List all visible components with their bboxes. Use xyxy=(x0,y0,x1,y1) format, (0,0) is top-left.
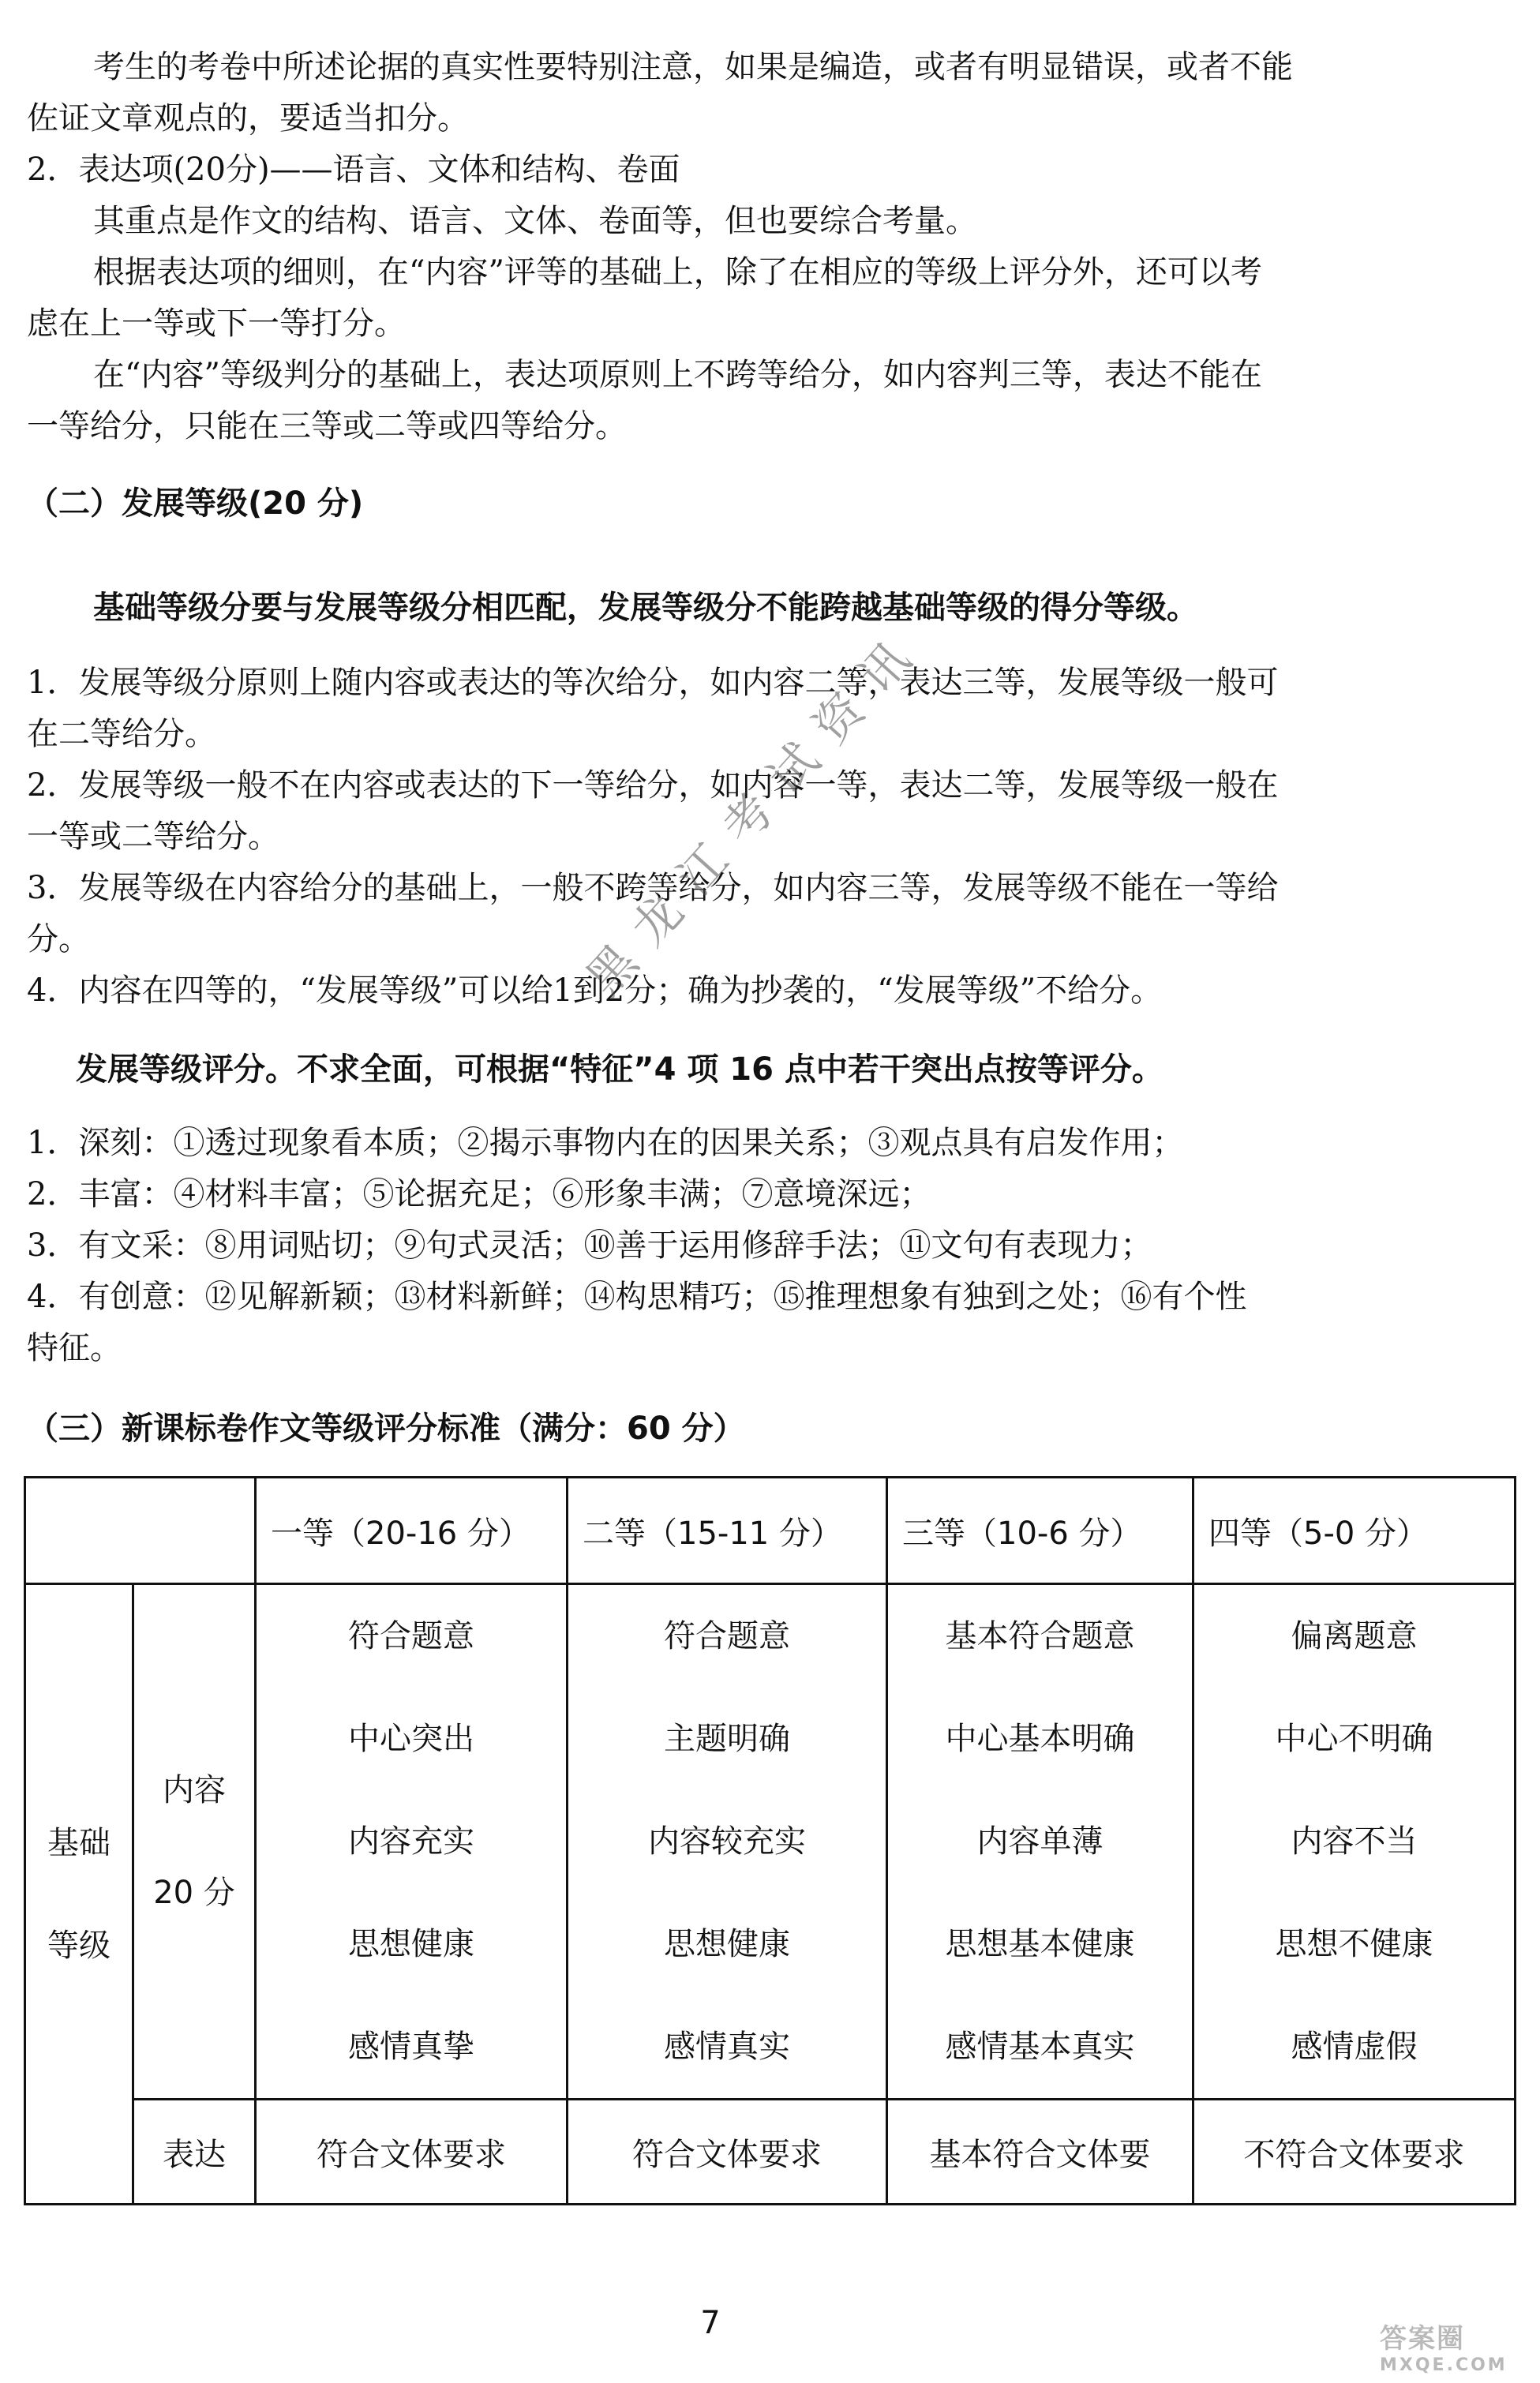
content-label xyxy=(133,1584,256,2100)
row-group-label-line: 基础 xyxy=(47,1824,111,1861)
intro-paragraph-3: 根据表达项的细则，在“内容”评等的基础上，除了在相应的等级上评分外，还可以考 xyxy=(93,254,1262,290)
intro-paragraph-4: 在“内容”等级判分的基础上，表达项原则上不跨等给分，如内容判三等，表达不能在 xyxy=(93,357,1262,393)
development-item: 在二等给分。 xyxy=(27,716,216,752)
content-label-line: 内容 xyxy=(163,1772,226,1808)
logo-text: 答案圈 xyxy=(1380,2323,1465,2355)
development-item: 3．发展等级在内容给分的基础上，一般不跨等给分，如内容三等，发展等级不能在一等给 xyxy=(27,870,1279,906)
intro-paragraph-1-cont: 佐证文章观点的，要适当扣分。 xyxy=(27,100,469,137)
development-item: 4．内容在四等的，“发展等级”可以给1到2分；确为抄袭的，“发展等级”不给分。 xyxy=(27,972,1163,1009)
table-cell: 符合题意 主题明确 内容较充实 思想健康 感情真实 xyxy=(568,1584,887,2100)
expression-label: 表达 xyxy=(133,2100,256,2205)
development-item: 一等或二等给分。 xyxy=(27,819,279,855)
table-header-cell: 一等（20-16 分） xyxy=(256,1478,568,1584)
table-header-cell: 二等（15-11 分） xyxy=(568,1478,887,1584)
intro-paragraph-1: 考生的考卷中所述论据的真实性要特别注意，如果是编造，或者有明显错误，或者不能 xyxy=(93,49,1293,85)
table-cell: 符合题意 中心突出 内容充实 思想健康 感情真挚 xyxy=(256,1584,568,2100)
intro-paragraph-3-cont: 虑在上一等或下一等打分。 xyxy=(27,305,406,342)
expression-item-title: 2．表达项(20分)——语言、文体和结构、卷面 xyxy=(27,152,680,188)
grading-table xyxy=(24,1476,1516,2205)
table-cell: 符合文体要求 xyxy=(256,2100,568,2205)
row-group-label-line: 等级 xyxy=(47,1927,111,1964)
development-item: 分。 xyxy=(27,921,90,957)
logo-subtext: MXQE.COM xyxy=(1380,2355,1508,2375)
table-cell: 偏离题意 中心不明确 内容不当 思想不健康 感情虚假 xyxy=(1193,1584,1516,2100)
table-cell: 基本符合题意 中心基本明确 内容单薄 思想基本健康 感情基本真实 xyxy=(887,1584,1193,2100)
feature-item: 特征。 xyxy=(27,1330,122,1366)
table-row xyxy=(25,2100,1516,2205)
feature-item: 3．有文采：⑧用词贴切；⑨句式灵活；⑩善于运用修辞手法；⑪文句有表现力； xyxy=(27,1227,1152,1264)
feature-scoring-rule: 发展等级评分。不求全面，可根据“特征”4 项 16 点中若干突出点按等评分。 xyxy=(76,1051,1163,1088)
table-header-row xyxy=(25,1478,1516,1584)
table-cell: 基本符合文体要 xyxy=(887,2100,1193,2205)
table-header-cell: 三等（10-6 分） xyxy=(887,1478,1193,1584)
intro-paragraph-4-cont: 一等给分，只能在三等或二等或四等给分。 xyxy=(27,408,627,444)
development-item: 2．发展等级一般不在内容或表达的下一等给分，如内容一等，表达二等，发展等级一般在 xyxy=(27,767,1279,804)
table-row xyxy=(25,1584,1516,2100)
content-label-line: 20 分 xyxy=(153,1875,235,1911)
feature-item: 4．有创意：⑫见解新颖；⑬材料新鲜；⑭构思精巧；⑮推理想象有独到之处；⑯有个性 xyxy=(27,1279,1247,1315)
table-corner-cell xyxy=(25,1478,256,1584)
row-group-label xyxy=(25,1584,133,2205)
development-rule: 基础等级分要与发展等级分相匹配，发展等级分不能跨越基础等级的得分等级。 xyxy=(93,590,1198,626)
development-item: 1．发展等级分原则上随内容或表达的等次给分，如内容二等，表达三等，发展等级一般可 xyxy=(27,665,1279,701)
feature-item: 1．深刻：①透过现象看本质；②揭示事物内在的因果关系；③观点具有启发作用； xyxy=(27,1125,1184,1161)
table-header-cell: 四等（5-0 分） xyxy=(1193,1478,1516,1584)
section-heading-development: （二）发展等级(20 分) xyxy=(27,485,364,522)
page-number: 7 xyxy=(700,2305,721,2341)
table-cell: 符合文体要求 xyxy=(568,2100,887,2205)
section-heading-grading-standard: （三）新课标卷作文等级评分标准（满分：60 分） xyxy=(27,1411,745,1447)
table-cell: 不符合文体要求 xyxy=(1193,2100,1516,2205)
intro-paragraph-2: 其重点是作文的结构、语言、文体、卷面等，但也要综合考量。 xyxy=(93,203,977,239)
site-logo xyxy=(1380,2317,1530,2380)
feature-item: 2．丰富：④材料丰富；⑤论据充足；⑥形象丰满；⑦意境深远； xyxy=(27,1176,931,1212)
watermark: 黑龙江考试资讯 xyxy=(575,616,935,1007)
